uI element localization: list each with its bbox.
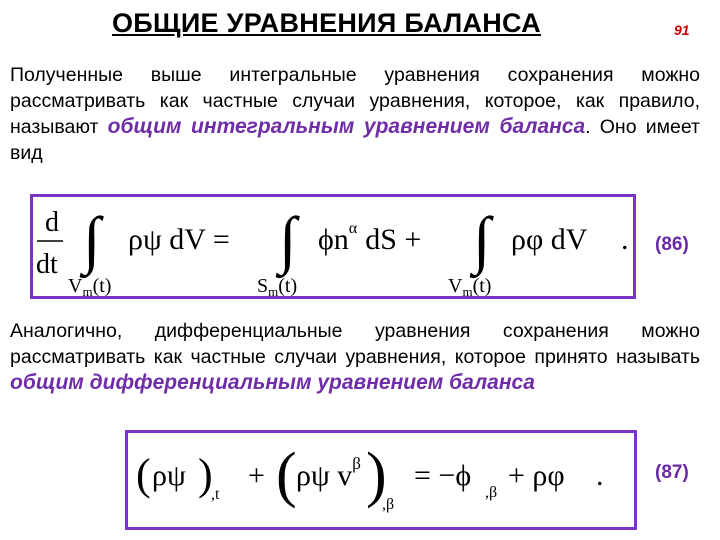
eq87-term2-sub: ,β bbox=[382, 496, 395, 513]
eq86-d-top: d bbox=[45, 207, 59, 238]
term-differential-balance: общим дифференциальным уравнением баланса bbox=[10, 371, 535, 394]
equation-86-number: (86) bbox=[655, 234, 689, 255]
eq87-term1-sub: ,t bbox=[211, 486, 220, 503]
eq87-plus: + bbox=[248, 459, 265, 492]
equation-87 bbox=[128, 433, 634, 527]
page-number: 91 bbox=[674, 22, 690, 38]
eq86-domain-1: $V_m(t)$ bbox=[68, 275, 112, 296]
paragraph-integral bbox=[10, 62, 700, 166]
equation-86-box bbox=[30, 194, 636, 299]
eq86-rhs-integrand: ρφ dV bbox=[511, 223, 588, 256]
eq86-domain-3: $V_m(t)$ bbox=[448, 275, 492, 296]
eq87-end: . bbox=[596, 459, 604, 492]
eq86-d-bottom: dt bbox=[36, 249, 58, 280]
paragraph-integral-tail: . Оно имеет вид bbox=[10, 116, 700, 164]
paragraph-integral-text: Полученные выше интегральные уравнения сохранения можно рассматривать как частные случаи уравнения, которое, как правило, называют bbox=[10, 64, 700, 138]
eq86-domain-2: $S_m(t)$ bbox=[257, 275, 298, 296]
eq86-mid-integrand: $\phi n^\alpha$ dS + bbox=[318, 220, 422, 256]
eq87-term1: ρψ bbox=[152, 459, 186, 492]
paragraph-differential bbox=[10, 318, 700, 396]
eq86-lhs-integrand: ρψ dV = bbox=[128, 223, 230, 256]
eq87-paren-close-1: ) bbox=[198, 450, 213, 499]
equation-86 bbox=[33, 197, 633, 296]
term-integral-balance: общим интегральным уравнением баланса bbox=[107, 115, 586, 138]
eq86-integral-sign-2: ∫ bbox=[279, 204, 297, 275]
eq86-integral-sign-3: ∫ bbox=[473, 204, 491, 275]
eq87-paren-open-1: ( bbox=[136, 450, 151, 499]
eq87-term2: ρψ $v^\beta$ bbox=[296, 454, 361, 492]
eq87-paren-open-2: ( bbox=[276, 441, 297, 509]
equation-87-number: (87) bbox=[655, 462, 689, 483]
eq86-end: . bbox=[621, 223, 629, 256]
slide-title: ОБЩИЕ УРАВНЕНИЯ БАЛАНСА bbox=[112, 8, 541, 38]
eq87-tail: + ρφ bbox=[508, 459, 565, 492]
paragraph-differential-text: Аналогично, дифференциальные уравнения сохранения можно рассматривать как частные случаи уравнения, которое принято называть bbox=[10, 320, 700, 368]
eq87-phi-sub: ,β bbox=[485, 484, 498, 501]
eq87-paren-close-2: ) bbox=[366, 441, 387, 509]
equation-87-box bbox=[125, 430, 637, 530]
eq86-integral-sign-1: ∫ bbox=[83, 204, 101, 275]
eq87-eq-phi: = −ϕ bbox=[414, 459, 472, 492]
